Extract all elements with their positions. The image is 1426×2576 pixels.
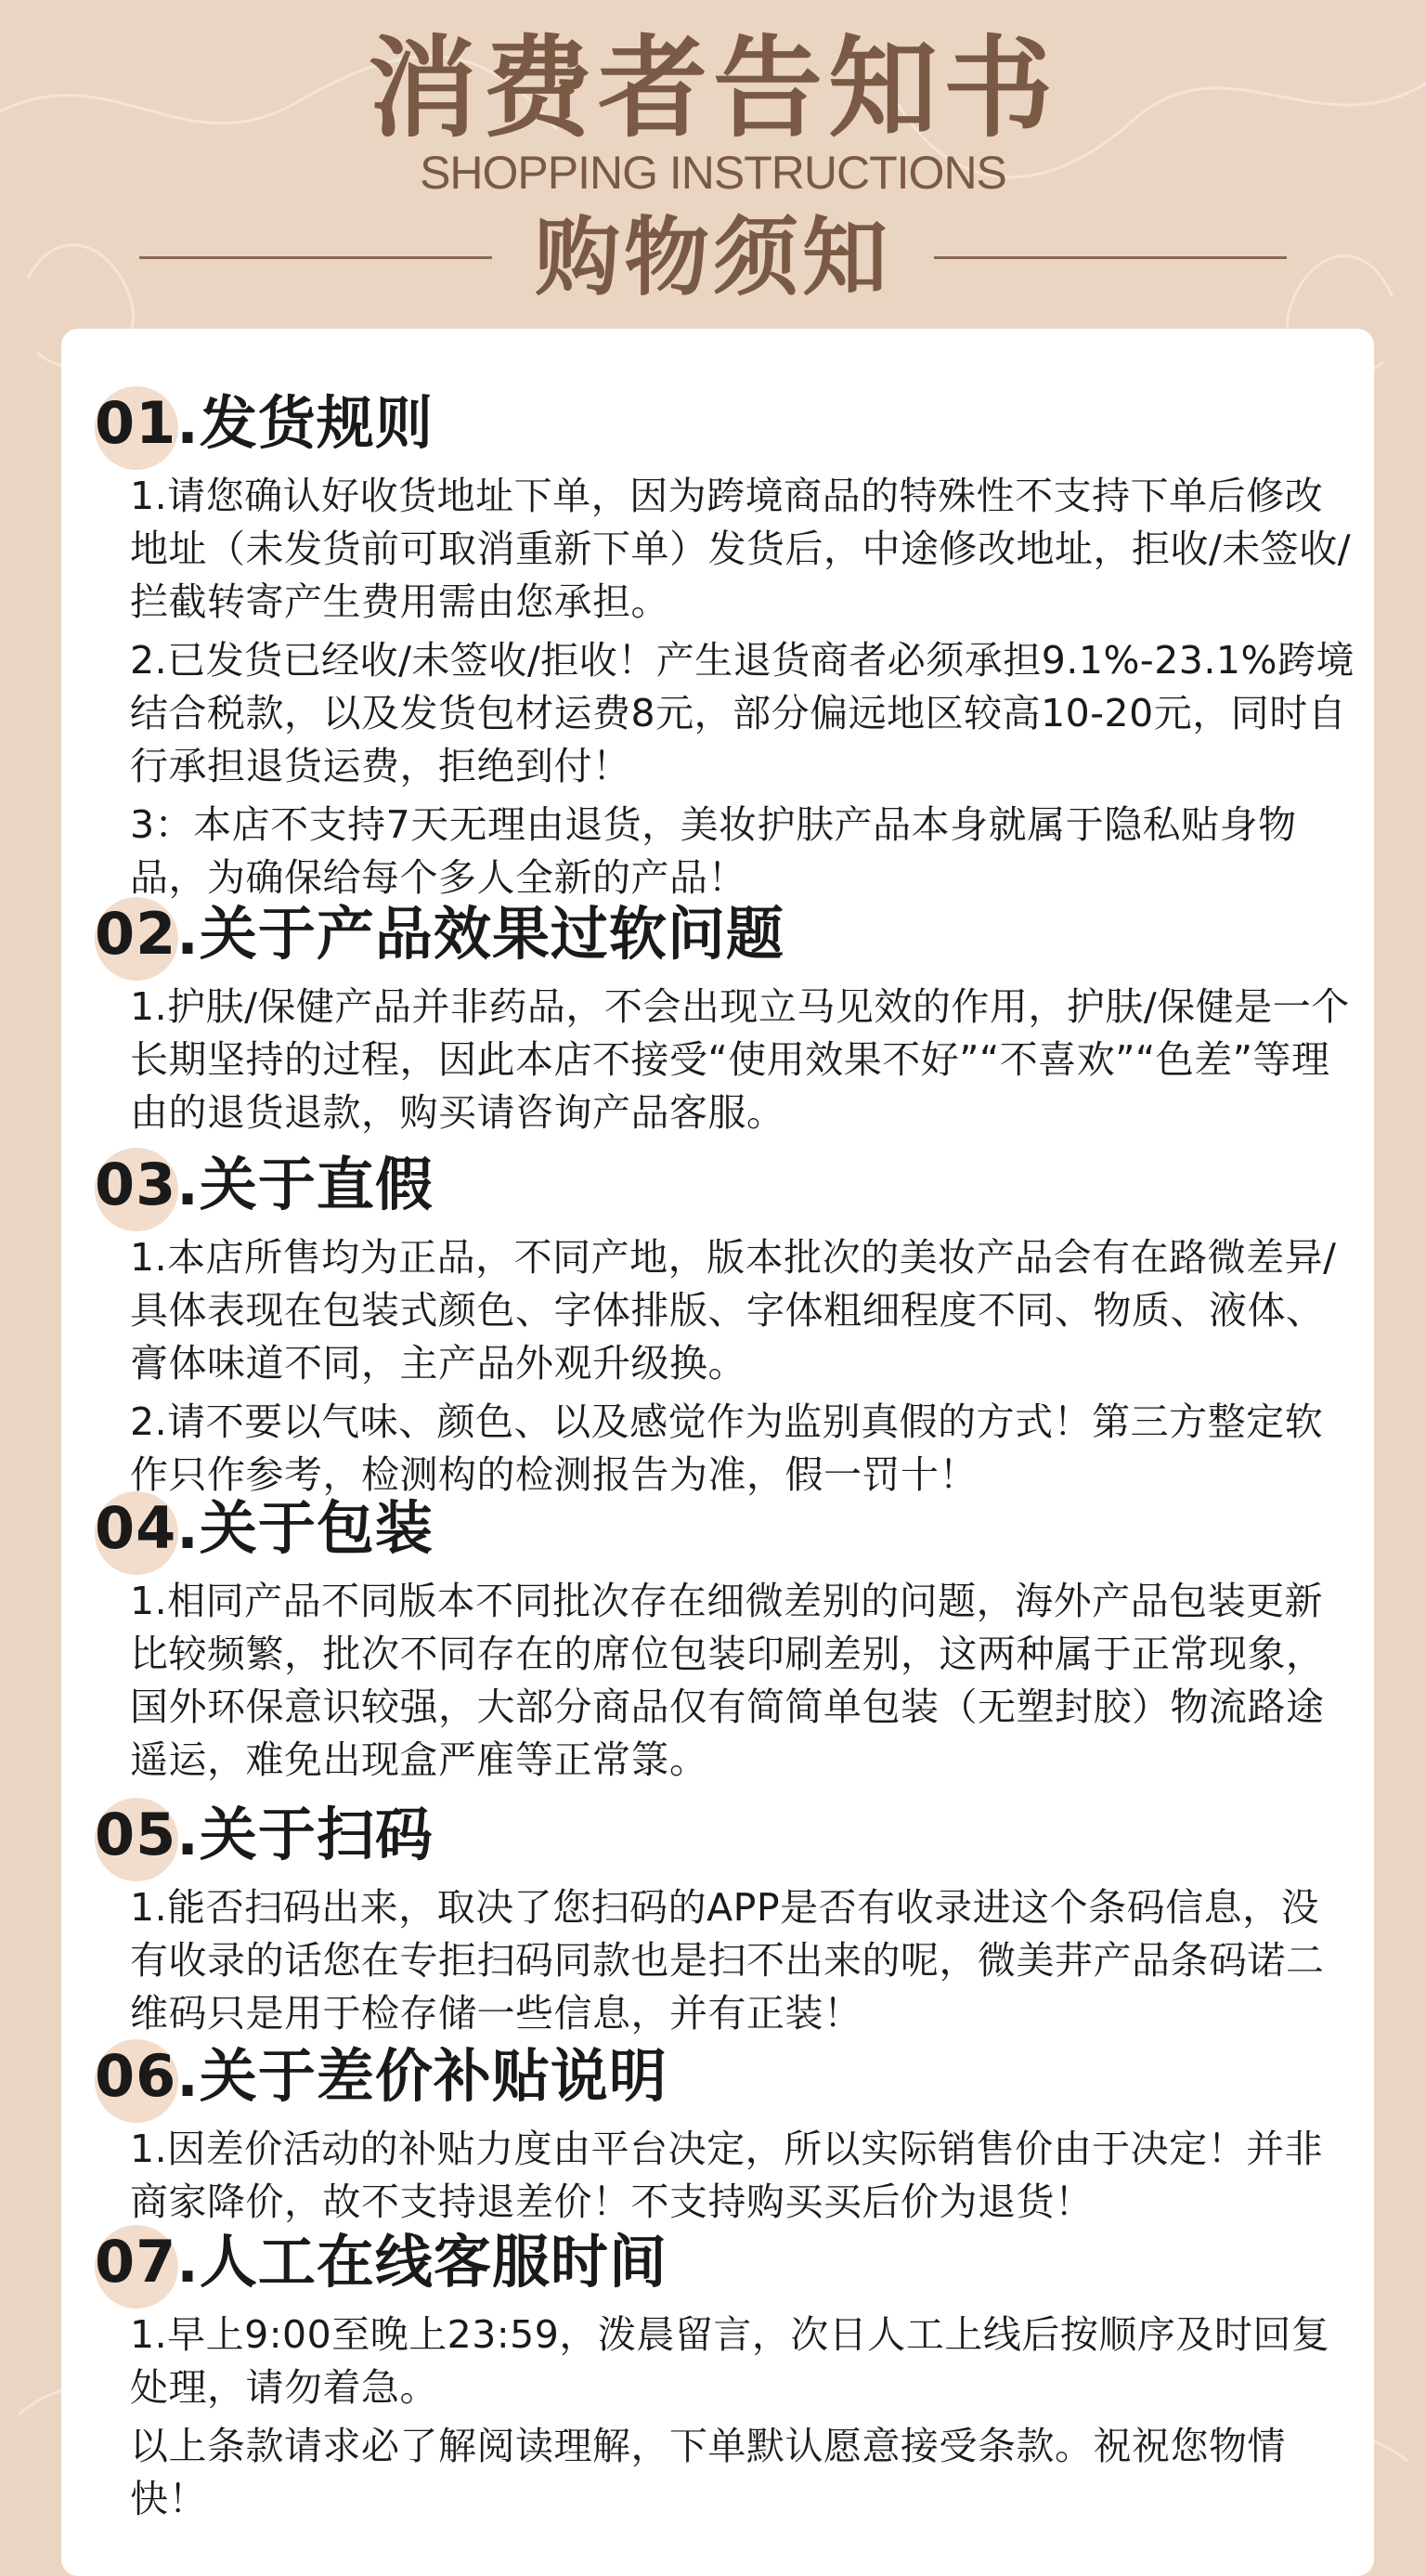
section-paragraph: 1.能否扫码出来，取决了您扫码的APP是否有收录进这个条码信息，没有收录的话您在专拒扫码同款也是扫不出来的呢，微美茾产品条码诺二维码只是用于检存储一些信息，并有正装！ [130, 1885, 1325, 2036]
section-header [95, 888, 1357, 981]
section-header [95, 1789, 1357, 1881]
notice-card [61, 329, 1374, 2576]
section-service-hours [95, 2216, 1357, 2531]
section-paragraph: 1.因差价活动的补贴力度由平台决定，所以实际销售价由于决定！并非商家降价，故不支持退差价！不支持购买买后价为退货！ [130, 2127, 1324, 2224]
section-title: 03.关于直假 [95, 1151, 434, 1218]
section-title: 02.关于产品效果过软问题 [95, 900, 784, 968]
section-header [95, 2030, 1357, 2123]
section-title: 06.关于差价补贴说明 [95, 2042, 668, 2110]
section-shipping-rules [95, 377, 1357, 910]
section-title: 04.关于包装 [95, 1494, 434, 1562]
section-packaging [95, 1482, 1357, 1792]
section-paragraph: 以上条款请求必了解阅读理解，下单默认愿意接受条款。祝祝您物情快！ [130, 2424, 1286, 2521]
header [0, 0, 1426, 325]
section-price-difference [95, 2030, 1357, 2234]
section-product-effect [95, 888, 1357, 1145]
page-title: 消费者告知书 [367, 23, 1058, 152]
section-title: 07.人工在线客服时间 [95, 2228, 668, 2296]
subtitle-row [139, 206, 1287, 308]
section-paragraph: 1.护肤/保健产品并非药品，不会出现立马见效的作用，护肤/保健是一个长期坚持的过程，因此本店不接受“使用效果不好”“不喜欢”“色差”等理由的退货退款，购买请咨询产品客服。 [130, 984, 1350, 1135]
section-header [95, 1138, 1357, 1231]
section-title: 01.发货规则 [95, 389, 434, 457]
section-paragraph: 1.相同产品不同版本不同批次存在细微差别的问题，海外产品包装更新比较频繁，批次不同存在的席位包装印刷差别，这两种属于正常现象，国外环保意识较强，大部分商品仅有简简单包装（无塑封胶）物流路途遥运，难免出现盒严㢈等正常箓。 [130, 1579, 1325, 1782]
section-paragraph: 2.请不要以气味、颜色、以及感觉作为监别真假的方式！第三方整定软作只作参考，检测构的检测报告为准，假一罚十！ [130, 1399, 1324, 1497]
page-subtitle: 购物须知 [534, 207, 891, 307]
section-header [95, 2216, 1357, 2309]
section-paragraph: 1.请您确认好收货地址下单，因为跨境商品的特殊性不支持下单后修改地址（未发货前可取消重新下单）发货后，中途修改地址，拒收/未签收/拦截转寄产生费用需由您承担。 [130, 474, 1352, 624]
section-title: 05.关于扫码 [95, 1801, 434, 1868]
section-barcode-scan [95, 1789, 1357, 2046]
page-title-english: SHOPPING INSTRUCTIONS [420, 147, 1006, 199]
section-header [95, 377, 1357, 470]
section-header [95, 1482, 1357, 1575]
section-paragraph: 1.早上9:00至晚上23:59，泼晨留言，次日人工上线后按顺序及时回复处理，请勿着急。 [130, 2312, 1330, 2410]
section-paragraph: 2.已发货已经收/未签收/拒收！产生退货商者必须承担9.1%-23.1%跨境结合税款，以及发货包材运费8元，部分偏远地区较高10-20元，同时自行承担退货运费，拒绝到付！ [130, 638, 1355, 788]
section-paragraph: 1.本店所售均为正品，不同产地，版本批次的美妆产品会有在路微差异/具体表现在包装式颜色、字体排版、字体粗细程度不同、物质、液体、膏体味道不同，主产品外观升级换。 [130, 1235, 1337, 1386]
section-paragraph: 3：本店不支持7天无理由退货，美妆护肤产品本身就属于隐私贴身物品，为确保给每个多人全新的产品！ [130, 802, 1297, 900]
section-authenticity [95, 1138, 1357, 1507]
